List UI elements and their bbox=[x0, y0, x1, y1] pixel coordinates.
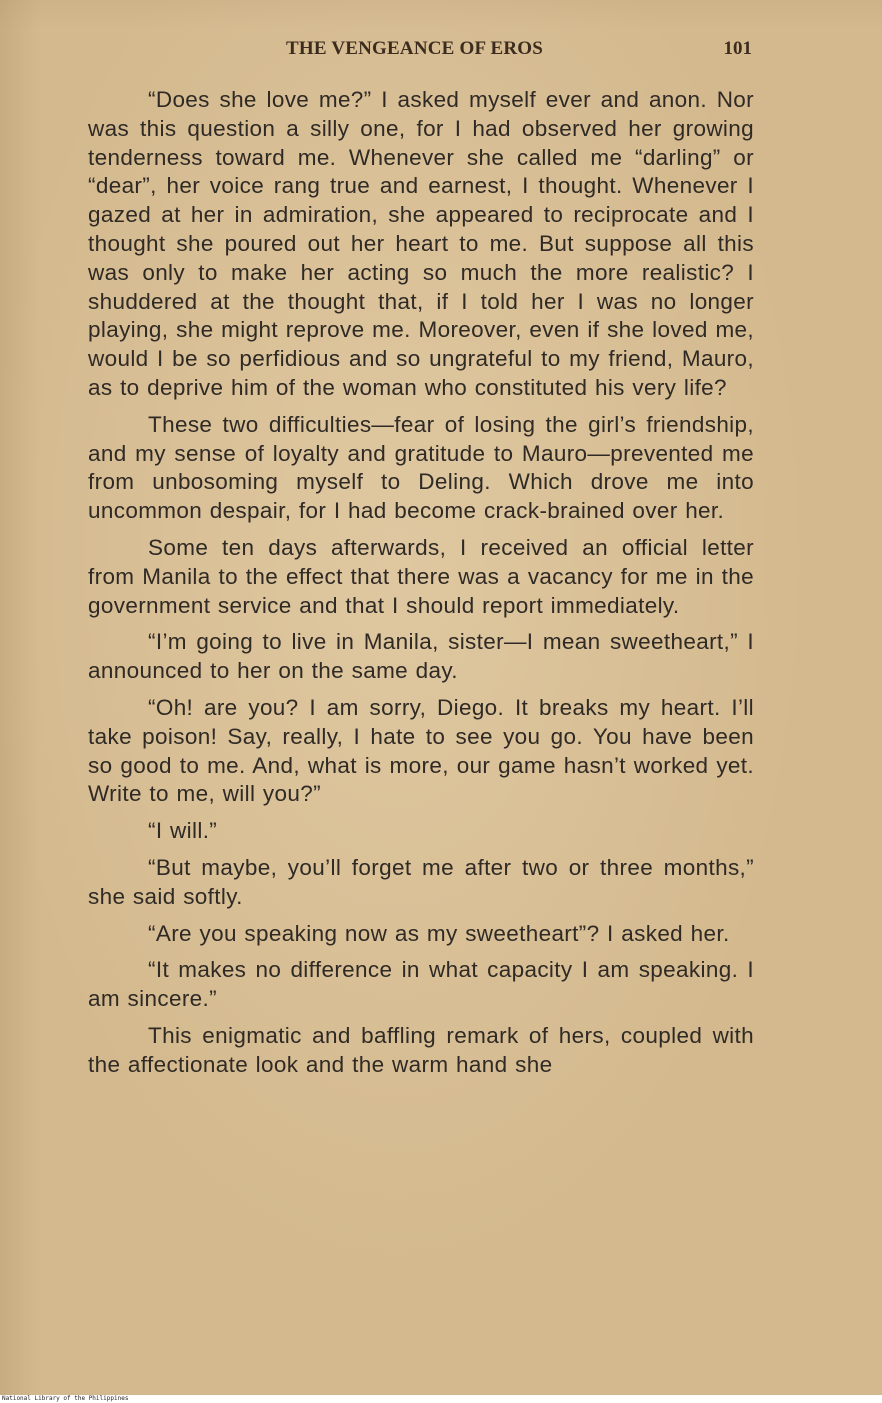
page-header bbox=[88, 38, 752, 68]
paragraph: This enigmatic and baffling remark of hers, coupled with the affectionate look and the warm hand she bbox=[88, 1022, 754, 1077]
paragraph: “I will.” bbox=[148, 818, 218, 844]
paragraph: “Does she love me?” I asked myself ever and anon. Nor was this question a silly one, for I had observed her growing tenderness toward me. Whenever she called me “darling” or “dear”, her voice rang true and earnest, I thought. Whenever I gazed at her in admiration, she appeared to reciprocate and I thought she poured out her heart to me. But suppose all this was only to make her acting so much the more realistic? I shuddered at the thought that, if I told her I was no longer playing, she might reprove me. Moreover, even if she loved me, would I be so perfidious and so ungrateful to my friend, Mauro, as to deprive him of the woman who constituted his very life? bbox=[88, 87, 754, 400]
scan-footer bbox=[0, 1396, 882, 1403]
paragraph: These two difficulties—fear of losing the girl’s friendship, and my sense of loyalty and gratitude to Mauro—prevented me from unbosoming myself to Deling. Which drove me into uncommon despair, for I had become crack-brained over her. bbox=[88, 411, 754, 524]
paragraph: “Are you speaking now as my sweetheart”? I asked her. bbox=[148, 920, 730, 946]
library-credit: National Library of the Philippines bbox=[2, 1395, 129, 1402]
body-text bbox=[88, 86, 754, 1088]
paragraph: Some ten days afterwards, I received an official letter from Manila to the effect that there was a vacancy for me in the government service and that I should report immediately. bbox=[88, 534, 754, 618]
paragraph: “Oh! are you? I am sorry, Diego. It breaks my heart. I’ll take poison! Say, really, I hate to see you go. You have been so good to me. And, what is more, our game hasn’t worked yet. Write to me, will you?” bbox=[88, 694, 754, 807]
running-title: THE VENGEANCE OF EROS bbox=[286, 38, 544, 59]
paragraph: “But maybe, you’ll forget me after two or three months,” she said softly. bbox=[88, 854, 754, 909]
paragraph: “I’m going to live in Manila, sister—I mean sweetheart,” I announced to her on the same day. bbox=[88, 629, 754, 684]
paragraph: “It makes no difference in what capacity I am speaking. I am sincere.” bbox=[88, 957, 754, 1012]
page-number: 101 bbox=[723, 38, 752, 59]
